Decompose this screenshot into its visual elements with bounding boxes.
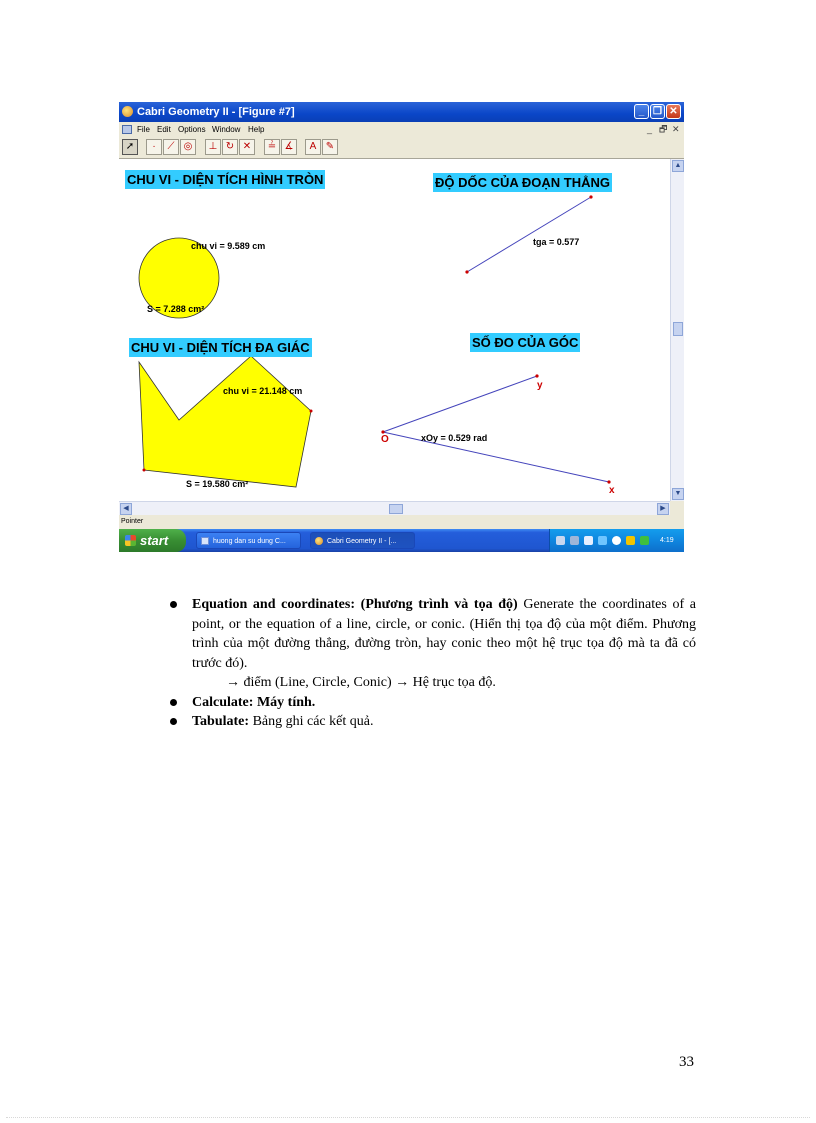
bullet-dot-icon (170, 718, 177, 725)
polygon-perimeter-measure[interactable]: chu vi = 21.148 cm (223, 386, 303, 396)
horizontal-scroll-thumb[interactable] (389, 504, 403, 514)
tray-pen-icon[interactable] (556, 536, 565, 545)
maximize-button[interactable]: ❐ (650, 104, 665, 119)
document-icon[interactable] (122, 125, 132, 134)
vertical-scroll-thumb[interactable] (673, 322, 683, 336)
windows-flag-icon (125, 535, 136, 546)
bullet-term: Tabulate: (192, 714, 250, 729)
tray-language-icon[interactable] (626, 536, 635, 545)
close-button[interactable]: ✕ (666, 104, 681, 119)
menu-bar (119, 122, 684, 137)
bullet-dot-icon (170, 699, 177, 706)
taskbar-clock: 4:19 PM (660, 537, 674, 567)
horizontal-scrollbar[interactable] (119, 501, 670, 515)
point-tool-icon[interactable]: · (146, 139, 162, 155)
scroll-up-icon[interactable]: ▲ (672, 160, 684, 172)
scroll-down-icon[interactable]: ▼ (672, 488, 684, 500)
macro-tool-icon[interactable]: ✕ (239, 139, 255, 155)
geometry-drawing (119, 159, 670, 501)
segment-endpoint[interactable] (589, 195, 592, 198)
cabri-app-icon (122, 106, 133, 117)
slope-measure[interactable]: tga = 0.577 (533, 237, 580, 247)
ray-ox[interactable] (383, 432, 609, 482)
system-tray (549, 529, 684, 567)
angle-section-title: SỐ ĐO CỦA GÓC (472, 335, 579, 350)
bullet-sub-line: → điểm (Line, Circle, Conic) → Hệ trục tọa độ. (226, 675, 496, 690)
mdi-close-button[interactable]: ✕ (672, 124, 680, 134)
polygon-shape[interactable] (139, 356, 311, 487)
mdi-restore-button[interactable]: 🗗 (659, 124, 668, 134)
angle-measure[interactable]: xOy = 0.529 rad (421, 433, 488, 443)
cabri-screenshot (119, 102, 684, 567)
ray-oy[interactable] (383, 376, 537, 432)
point-x-label: x (609, 485, 615, 496)
polygon-vertex[interactable] (143, 469, 146, 472)
circle-section-title: CHU VI - DIỆN TÍCH HÌNH TRÒN (127, 172, 324, 187)
tray-speaker-icon[interactable] (598, 536, 607, 545)
slope-section-title: ĐỘ DỐC CỦA ĐOẠN THẲNG (435, 175, 611, 190)
check-property-tool-icon[interactable]: ≟ (264, 139, 280, 155)
bullet-equation-coordinates (170, 595, 696, 693)
menu-window[interactable]: Window (212, 125, 241, 134)
point-y-label: y (537, 380, 543, 391)
title-bar (119, 102, 684, 122)
bullet-term: Calculate: (192, 694, 254, 710)
window-title: Cabri Geometry II - [Figure #7] (137, 106, 295, 118)
point-x-marker[interactable] (607, 480, 610, 483)
scroll-left-icon[interactable]: ◀ (120, 503, 132, 515)
tray-shield-icon[interactable] (612, 536, 621, 545)
taskbar-item-label: Cabri Geometry II - [... (327, 538, 397, 545)
point-o-label: O (381, 434, 389, 445)
bullet-text: Generate the coordinates of a point, or the equation of a line, circle, or conic. (Hiển thị tọa độ của một điểm. Phương trình của một đường thẳng, đường tròn, hay conic theo một hệ trục tọa độ mà ta đã có trước đó). (192, 597, 696, 671)
transform-tool-icon[interactable]: ↻ (222, 139, 238, 155)
segment-endpoint[interactable] (465, 270, 468, 273)
menu-file[interactable]: File (137, 125, 150, 134)
tray-app-icon[interactable] (640, 536, 649, 545)
bullet-term-vi: (Phương trình và tọa độ) (360, 597, 518, 612)
bullet-term-vi: Máy tính. (256, 694, 316, 710)
taskbar-item-cabri[interactable] (310, 532, 415, 549)
vertical-scrollbar[interactable] (670, 159, 684, 501)
circle-area-measure[interactable]: S = 7.288 cm² (147, 304, 205, 314)
bullet-calculate (170, 693, 696, 713)
taskbar-item-word[interactable] (196, 532, 301, 549)
scroll-right-icon[interactable]: ▶ (657, 503, 669, 515)
scroll-corner (670, 501, 684, 515)
drawing-canvas[interactable] (119, 159, 670, 501)
circle-tool-icon[interactable]: ◎ (180, 139, 196, 155)
text-tool-icon[interactable]: A (305, 139, 321, 155)
bullet-text: Bảng ghi các kết quả. (252, 714, 374, 729)
bullet-dot-icon (170, 601, 177, 608)
status-bar (119, 515, 684, 529)
polygon-area-measure[interactable]: S = 19.580 cm² (186, 479, 249, 489)
bullet-tabulate (170, 712, 696, 732)
menu-help[interactable]: Help (248, 125, 265, 134)
measure-tool-icon[interactable]: ∡ (281, 139, 297, 155)
cabri-app-icon (315, 537, 323, 545)
construct-tool-icon[interactable]: ⊥ (205, 139, 221, 155)
line-tool-icon[interactable]: ⟋ (163, 139, 179, 155)
tool-bar (119, 137, 684, 159)
point-y-marker[interactable] (535, 374, 538, 377)
polygon-section-title: CHU VI - DIỆN TÍCH ĐA GIÁC (131, 340, 310, 355)
bullet-term: Equation and coordinates: (192, 597, 356, 612)
start-label: start (140, 533, 169, 548)
taskbar (119, 529, 684, 567)
page-edge (6, 1117, 810, 1118)
tray-network-icon[interactable] (570, 536, 579, 545)
slope-segment[interactable] (467, 197, 591, 272)
minimize-button[interactable]: _ (634, 104, 649, 119)
start-button[interactable] (119, 529, 186, 552)
page-number: 33 (679, 1054, 694, 1070)
mdi-minimize-button[interactable]: _ (647, 124, 653, 134)
polygon-vertex[interactable] (310, 410, 313, 413)
taskbar-item-label: huong dan su dung C... (213, 538, 286, 545)
menu-options[interactable]: Options (178, 125, 206, 134)
word-document-icon (201, 537, 209, 545)
circle-perimeter-measure[interactable]: chu vi = 9.589 cm (191, 241, 266, 251)
status-text: Pointer (121, 518, 144, 525)
pointer-tool-icon[interactable]: ➚ (122, 139, 138, 155)
draw-tool-icon[interactable]: ✎ (322, 139, 338, 155)
menu-edit[interactable]: Edit (157, 125, 171, 134)
tray-help-icon[interactable] (584, 536, 593, 545)
bullet-list (170, 595, 696, 732)
